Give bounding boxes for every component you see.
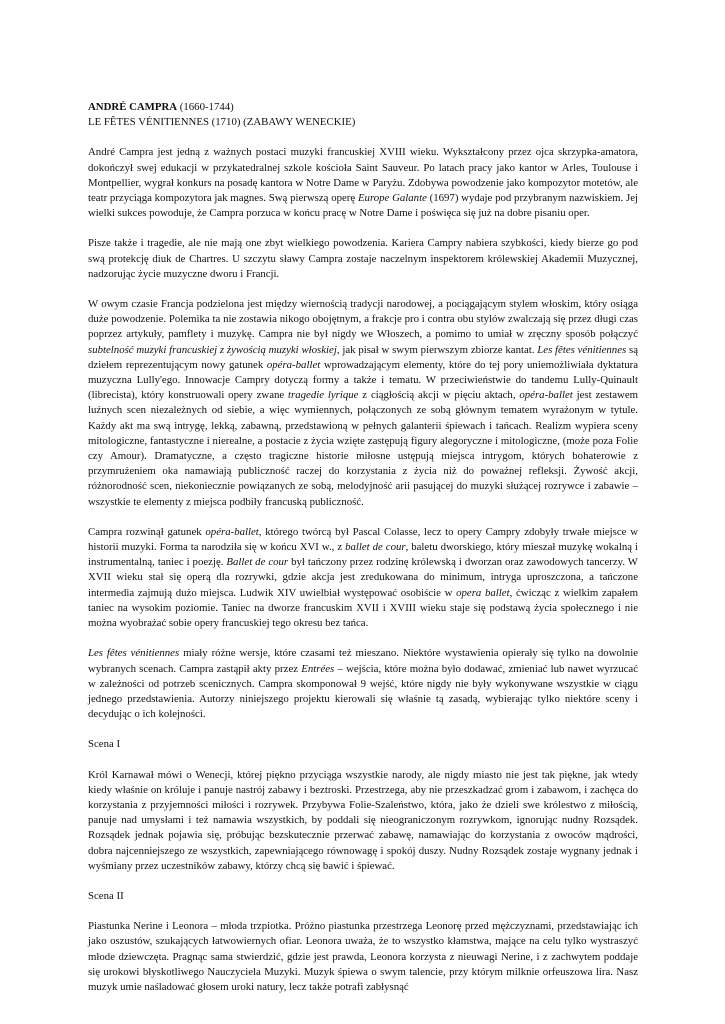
text-run: André Campra jest jedną z ważnych postaci muzyki francuskiej XVIII wieku. Wykształcony przez ojca skrzypka-amatora, dokończył swej edukacji w przykatedralnej szkole kościoła Saint Sauveur. Po latach pracy jako kantor w Arles, Toulouse i Montpellier, wygrał konkurs na posadę kantora w Notre Dame w Paryżu. Zdobywa powodzenie jako kompozytor motetów, ale teatr przyciąga kompozytora jak magnes. Swą pierwszą operę xyxy=(88,146,638,205)
scene-2-heading: Scena II xyxy=(88,889,124,902)
italic-term: Europe Galante xyxy=(357,192,427,205)
italic-term: Ballet de cour xyxy=(226,556,289,569)
text-run: jest zestawem luźnych scen niezależnych od siebie, a więc wymiennych, połączonych ze sobą głównym tematem wyrażonym w tytule. Każdy akt ma swą intrygę, lekką, zabawną, przedstawioną w pełnych galanterii śpiewach i tańcach. Realizm wypiera sceny mitologiczne, fantastyczne i nierealne, a postacie z życia wzięte zastępują figury alegoryczne i mitologiczne, (może poza Folie czy Amour). Dramatyczne, a często tragiczne historie miłosne ustępują miejsca intrygom, których bohaterowie z przymrużeniem oka namawiają publiczność raczej do korzystania z życia niż do poważnej refleksji. Żywość akcji, różnorodność scen, niekoniecznie powiązanych ze sobą, melodyjność arii pasującej do muzyki służącej rozrywce i zabawie – wszystkie te elementy z miejsca podbiły francuską publiczność. xyxy=(88,389,639,508)
text-run: był tańczony przez rodzinę królewską i dworzan oraz zawodowych tancerzy. W XVII wieku stał się operą dla rozrywki, gdzie akcja jest zredukowana do minimum, intryga uproszczona, a tańczone intermedia zajmują dużo miejsca. Ludwik XIV uwielbiał występować osobiście w xyxy=(88,556,638,599)
text-run: Campra rozwinął gatunek xyxy=(88,525,206,538)
paragraph-scene-2 xyxy=(88,919,638,995)
composer-dates: (1660-1744) xyxy=(177,101,234,113)
work-title: LE FÊTES VÉNITIENNES (1710) (ZABAWY WENECKIE) xyxy=(88,116,356,129)
text-run: , jak pisał w swym pierwszym zbiorze kantat. xyxy=(336,343,538,356)
text-run: są dziełem reprezentującym nowy gatunek xyxy=(88,343,638,371)
paragraph-scene-1 xyxy=(88,768,638,874)
text-run: z ciągłością akcji w pięciu aktach, xyxy=(358,389,520,402)
italic-term: opéra-ballet xyxy=(205,525,259,538)
text-run: Król Karnawał mówi o Wenecji, której piękno przyciąga wszystkie narody, ale nigdy miasto nie jest tak piękne, jak wtedy kiedy właśnie on króluje i panuje nastrój zabawy i beztroski. Przestrzega, aby nie przeszkadzać grom i zabawom, i zachęca do korzystania z przyjemności miłości i rozrywek. Przybywa Folie-Szaleństwo, która, jako że dzieli swe królestwo z miłością, panuje nad umysłami i też namawia wszystkich, by poddali się nieograniczonym rozrywkom, ignorując nudny Rozsądek. Rozsądek jednak pojawia się, próbując bezskutecznie przerwać zabawę, namawiając do korzystania z owoców mądrości, dobra najcenniejszego ze wszystkich, zapewniającego równowagę i spokój duszy. Nudny Rozsądek zostaje wygnany jednak i wyśmiany przez uczestników zabawy, którzy chcą się bawić i śpiewać. xyxy=(88,768,638,872)
text-run: (1697) wydaje pod przybranym nazwiskiem. Jej wielki sukces powoduje, że Campra porzuca w końcu pracę w Notre Dame i poświęca się już na dobre pisaniu oper. xyxy=(88,192,638,220)
text-run: , baletu dworskiego, który mieszał muzykę wokalną i instrumentalną, taniec i poezję. xyxy=(88,541,638,569)
italic-term: opéra-ballet xyxy=(519,389,573,402)
paragraph-opera-ballet xyxy=(88,525,638,631)
italic-term: subtelność muzyki francuskiej z żywością muzyki włoskiej xyxy=(88,343,337,356)
paragraph-versions xyxy=(88,646,638,722)
text-run: , ćwicząc z wielkim zapałem taniec na wysokim poziomie. Taniec na dworze francuskim XVII i XVIII wieku staje się podstawą życia społecznego i nie można wyobrażać sobie opery francuskiej tego okresu bez tańca. xyxy=(88,586,638,630)
paragraph-career xyxy=(88,236,638,282)
text-run: Piastunka Nerine i Leonora – młoda trzpiotka. Próżno piastunka przestrzega Leonorę przed mężczyznami, przedstawiając ich jako oszustów, szukających łatwowiernych ofiar. Leonora uważa, że to wszystko kłamstwa, mające na celu tylko wystraszyć młode dziewczęta. Pragnąc sama stwierdzić, gdzie jest prawda, Leonora korzysta z nieuwagi Nerine, i z zachwytem poddaje się urokowi błyskotliwego Nauczyciela Muzyki. Muzyk śpiewa o swym talencie, przy którym milknie orfeuszowa lira. Nasz muzyk umie naśladować głosem uroki natury, lecz także potrafi zabłysnąć xyxy=(88,920,638,993)
italic-term: Entrées xyxy=(301,662,335,675)
text-run: , którego twórcą był Pascal Colasse, lecz to opery Campry zdobyły trwałe miejsce w historii muzyki. Forma ta narodziła się w końcu XVI w., z xyxy=(88,525,638,554)
text-run: – wejścia, które można było dodawać, zmieniać lub nawet wyrzucać w zależności od potrzeb scenicznych. Campra skomponował 9 wejść, które nigdy nie były wykonywane wszystkie w ciągu jednego przedstawienia. Autorzy niniejszego projektu kierowali się właśnie tą zasadą, wybierając tylko niektóre sceny i decydując o ich kolejności. xyxy=(88,662,638,721)
document-page xyxy=(88,100,638,1010)
italic-term: Les fêtes vénitiennes xyxy=(88,647,180,660)
paragraph-biography xyxy=(88,145,638,221)
italic-term: tragedie lyrique xyxy=(288,389,359,402)
paragraph-style xyxy=(88,297,638,510)
composer-heading xyxy=(88,100,638,115)
italic-term: opéra-ballet xyxy=(266,358,321,371)
text-run: W owym czasie Francja podzielona jest między wiernością tradycji narodowej, a pociągającym stylem włoskim, który osiąga duże powodzenie. Polemika ta nie zostawia nikogo obojętnym, a frakcje pro i contra obu stylów zwalczają się przez długi czas poprzez artykuły, pamflety i muzykę. Campra nie był nigdy we Włoszech, a pomimo to umiał w zręczny sposób połączyć xyxy=(88,298,638,341)
composer-name: ANDRÉ CAMPRA xyxy=(88,101,178,113)
italic-term: ballet de cour xyxy=(345,541,406,554)
text-run: Pisze także i tragedie, ale nie mają one zbyt wielkiego powodzenia. Kariera Campry nabiera szybkości, kiedy bierze go pod swą protekcję diuk de Chartres. U szczytu sławy Campra zostaje naczelnym inspektorem królewskiej Akademii Muzycznej, nadzorując życie muzyczne dworu i Francji. xyxy=(88,237,638,280)
scene-1-heading: Scena I xyxy=(88,738,121,751)
text-run: wprowadzającym elementy, które do tej pory uniemożliwiała dyktatura muzyczna Lully'ego. Innowacje Campry dotyczą formy a także i tematu. W przeciwieństwie do tandemu Lully-Quinault (librecista), który konstruowali opery zwane xyxy=(88,358,638,402)
title-block xyxy=(88,100,638,130)
text-run: miały różne wersje, które czasami też mieszano. Niektóre wystawienia opierały się tylko na dowolnie wybranych scenach. Campra zastąpił akty przez xyxy=(88,647,639,675)
italic-term: opera ballet xyxy=(456,586,510,599)
italic-term: Les fêtes vénitiennes xyxy=(537,343,627,356)
